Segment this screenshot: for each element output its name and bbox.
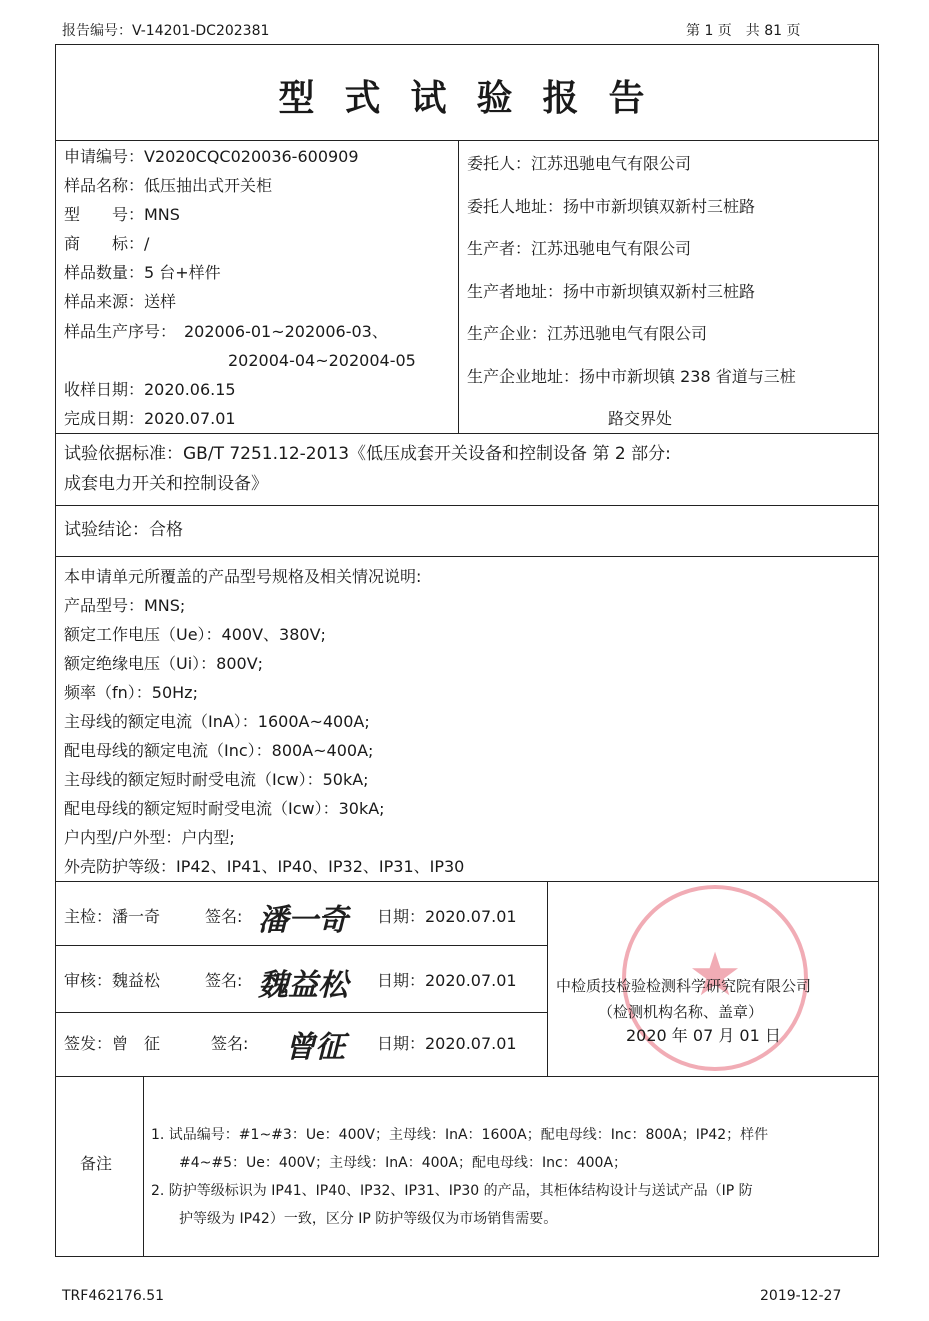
- spec-line: 配电母线的额定电流（Inc）：800A~400A;: [64, 741, 374, 760]
- remark-line: 1. 试品编号：#1~#3：Ue：400V；主母线：InA：1600A；配电母线：Inc：800A；IP42；样件: [151, 1127, 769, 1143]
- form-number: TRF462176.51: [62, 1288, 165, 1304]
- client-address: 委托人地址：扬中市新坝镇双新村三桩路: [467, 197, 756, 216]
- client: 委托人：江苏迅驰电气有限公司: [467, 154, 692, 173]
- inspector-role: 主检：潘一奇: [64, 907, 161, 926]
- remark-line: 护等级为 IP42）一致，区分 IP 防护等级仅为市场销售需要。: [179, 1211, 558, 1227]
- manufacturer: 生产者：江苏迅驰电气有限公司: [467, 239, 692, 258]
- reviewer-date: 日期：2020.07.01: [377, 971, 517, 990]
- inspector-signature: 潘一奇: [258, 903, 348, 938]
- column-divider: [143, 1076, 144, 1257]
- application-number: 申请编号：V2020CQC020036-600909: [64, 147, 359, 166]
- sign-label: 签名:: [205, 907, 243, 926]
- star-icon: ★: [688, 940, 742, 1010]
- model: 型 号：MNS: [64, 205, 180, 224]
- approver-date: 日期：2020.07.01: [377, 1034, 517, 1053]
- form-date: 2019-12-27: [760, 1288, 842, 1304]
- approver-signature: 曾征: [285, 1030, 345, 1065]
- approver-role: 签发：曾 征: [64, 1034, 161, 1053]
- column-divider: [547, 881, 548, 1076]
- sample-quantity: 样品数量：5 台+样件: [64, 263, 221, 282]
- manufacturer-address: 生产者地址：扬中市新坝镇双新村三桩路: [467, 282, 756, 301]
- report-number: 报告编号：V-14201-DC202381: [62, 23, 270, 39]
- inspector-date: 日期：2020.07.01: [377, 907, 517, 926]
- remarks-list: [151, 1121, 768, 1233]
- spec-line: 主母线的额定电流（InA）：1600A~400A;: [64, 712, 370, 731]
- trademark: 商 标：/: [64, 234, 150, 253]
- divider: [55, 945, 547, 946]
- spec-line: 户内型/户外型：户内型;: [64, 828, 235, 847]
- institution-note: （检测机构名称、盖章）: [598, 1003, 764, 1021]
- divider: [55, 881, 879, 882]
- remarks-label: 备注: [80, 1154, 113, 1173]
- production-serial: 样品生产序号： 202006-01~202006-03、: [64, 322, 388, 341]
- institution-date: 2020 年 07 月 01 日: [626, 1026, 781, 1045]
- divider: [55, 1076, 879, 1077]
- spec-line: 频率（fn）：50Hz;: [64, 683, 198, 702]
- divider: [55, 1012, 547, 1013]
- production-enterprise-address-cont: 路交界处: [608, 409, 673, 428]
- production-serial-cont: 202004-04~202004-05: [228, 351, 416, 370]
- sign-label: 签名:: [205, 971, 243, 990]
- completion-date: 完成日期：2020.07.01: [64, 409, 236, 428]
- divider: [55, 556, 879, 557]
- divider: [55, 433, 879, 434]
- production-enterprise-address: 生产企业地址：扬中市新坝镇 238 省道与三桩: [467, 367, 796, 386]
- spec-line: 配电母线的额定短时耐受电流（Icw）：30kA;: [64, 799, 385, 818]
- page-indicator: 第 1 页 共 81 页: [686, 23, 801, 39]
- spec-line: 本申请单元所覆盖的产品型号规格及相关情况说明:: [64, 567, 422, 586]
- receipt-date: 收样日期：2020.06.15: [64, 380, 236, 399]
- report-title: 型式试验报告: [278, 77, 675, 119]
- sample-name: 样品名称：低压抽出式开关柜: [64, 176, 273, 195]
- spec-list: [64, 562, 464, 881]
- spec-line: 产品型号：MNS;: [64, 596, 186, 615]
- test-conclusion: 试验结论：合格: [64, 520, 183, 540]
- spec-line: 外壳防护等级：IP42、IP41、IP40、IP32、IP31、IP30: [64, 857, 465, 876]
- divider: [55, 140, 879, 141]
- spec-line: 额定绝缘电压（Ui）：800V;: [64, 654, 264, 673]
- reviewer-signature: 魏益松: [258, 968, 348, 1003]
- column-divider: [458, 140, 459, 433]
- reviewer-role: 审核：魏益松: [64, 971, 161, 990]
- test-standard-cont: 成套电力开关和控制设备》: [64, 474, 268, 494]
- spec-line: 额定工作电压（Ue）：400V、380V;: [64, 625, 326, 644]
- spec-line: 主母线的额定短时耐受电流（Icw）：50kA;: [64, 770, 369, 789]
- remark-line: #4~#5：Ue：400V；主母线：InA：400A；配电母线：Inc：400A；: [179, 1155, 628, 1171]
- test-standard: 试验依据标准：GB/T 7251.12-2013《低压成套开关设备和控制设备 第 2 部分:: [64, 444, 671, 464]
- sample-source: 样品来源：送样: [64, 292, 177, 311]
- production-enterprise: 生产企业：江苏迅驰电气有限公司: [467, 324, 708, 343]
- sign-label: 签名:: [211, 1034, 249, 1053]
- remark-line: 2. 防护等级标识为 IP41、IP40、IP32、IP31、IP30 的产品，其柜体结构设计与送试产品（IP 防: [151, 1183, 753, 1199]
- institution-name: 中检质技检验检测科学研究院有限公司: [556, 977, 812, 995]
- divider: [55, 505, 879, 506]
